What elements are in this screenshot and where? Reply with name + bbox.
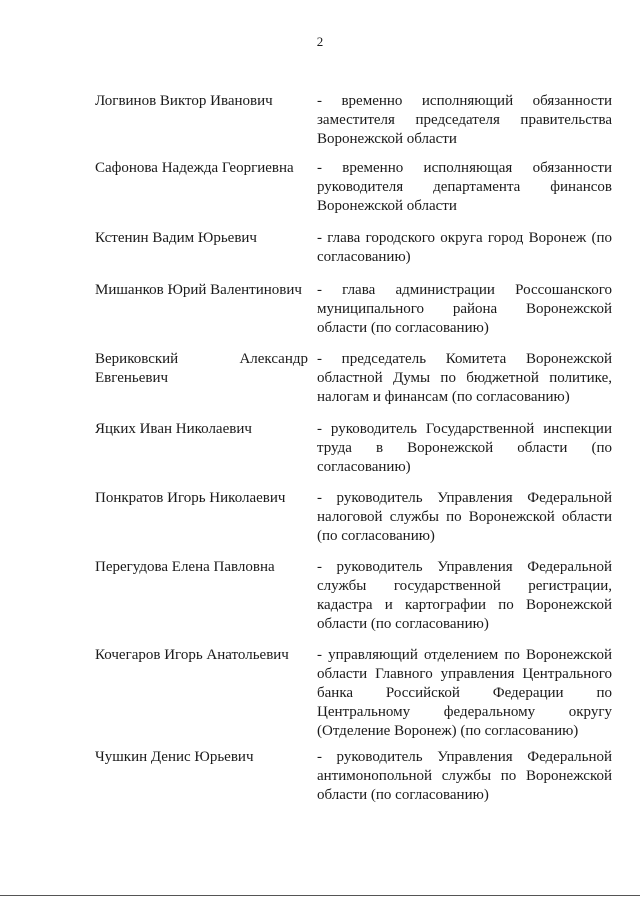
member-name: Сафонова Надежда Георгиевна <box>95 160 294 176</box>
member-name-part: Александр <box>239 351 308 367</box>
member-name: Кстенин Вадим Юрьевич <box>95 230 257 246</box>
member-role: - председатель Комитета Воронежской областной Думы по бюджетной политике, налогам и финансам (по согласованию) <box>317 351 612 405</box>
member-name: Логвинов Виктор Иванович <box>95 93 273 109</box>
member-name: Мишанков Юрий Валентинович <box>95 282 302 298</box>
member-name-part: Вериковский <box>95 351 179 367</box>
member-name: Понкратов Игорь Николаевич <box>95 490 286 506</box>
member-name: Яцких Иван Николаевич <box>95 421 252 437</box>
member-role: - временно исполняющий обязанности заместителя председателя правительства Воронежской области <box>317 93 612 147</box>
member-name: Кочегаров Игорь Анатольевич <box>95 647 289 663</box>
page-bottom-rule <box>0 895 640 896</box>
member-role: - управляющий отделением по Воронежской области Главного управления Центрального банка Российской Федерации по Центральному федеральному округу (Отделение Воронеж) (по согласованию) <box>317 647 612 739</box>
member-role: - глава администрации Россошанского муниципального района Воронежской области (по согласованию) <box>317 282 612 336</box>
member-name <box>95 350 308 388</box>
member-role: - руководитель Государственной инспекции труда в Воронежской области (по согласованию) <box>317 421 612 475</box>
member-role: - временно исполняющая обязанности руководителя департамента финансов Воронежской области <box>317 160 612 214</box>
member-role: - руководитель Управления Федеральной налоговой службы по Воронежской области (по согласованию) <box>317 490 612 544</box>
member-role: - руководитель Управления Федеральной антимонопольной службы по Воронежской области (по согласованию) <box>317 749 612 803</box>
page-number: 2 <box>316 34 324 49</box>
member-name-part: Евгеньевич <box>95 370 169 386</box>
member-role: - глава городского округа город Воронеж (по согласованию) <box>317 230 612 265</box>
member-role: - руководитель Управления Федеральной службы государственной регистрации, кадастра и картографии по Воронежской области (по согласованию) <box>317 559 612 632</box>
member-name: Перегудова Елена Павловна <box>95 559 275 575</box>
member-name: Чушкин Денис Юрьевич <box>95 749 254 765</box>
